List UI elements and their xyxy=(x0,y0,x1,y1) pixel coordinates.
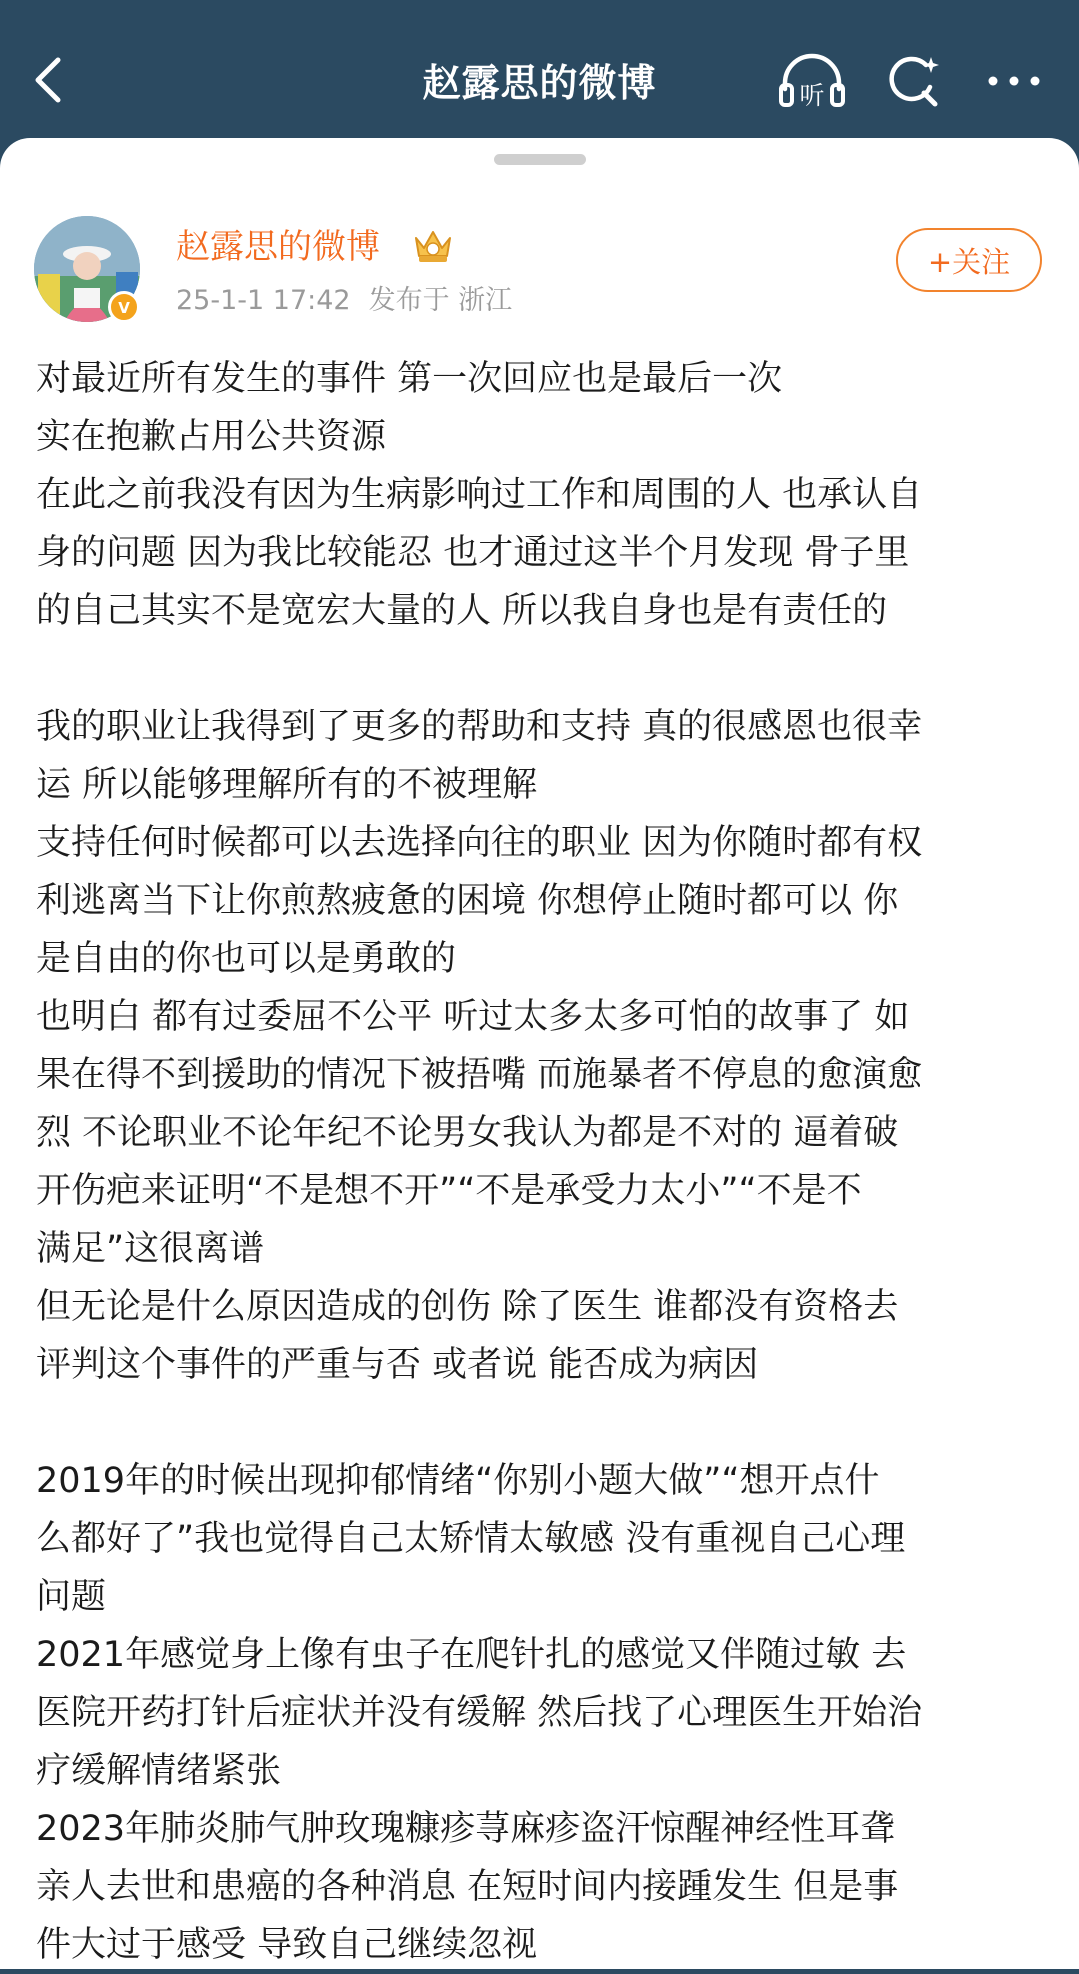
post-text-line: 亲人去世和患癌的各种消息 在短时间内接踵发生 但是事 xyxy=(36,1867,899,1907)
listen-button[interactable] xyxy=(776,48,848,114)
search-button[interactable] xyxy=(878,48,950,114)
post-text-line: 果在得不到援助的情况下被捂嘴 而施暴者不停息的愈演愈 xyxy=(36,1055,923,1095)
post-text-line: 开伤疤来证明“不是想不开”“不是承受力太小”“不是不 xyxy=(36,1171,862,1211)
post-sheet xyxy=(0,138,1079,1969)
post-text-line: 但无论是什么原因造成的创伤 除了医生 谁都没有资格去 xyxy=(36,1287,899,1327)
svg-text:听: 听 xyxy=(799,81,825,110)
post-paragraph-break xyxy=(36,640,1046,698)
post-text-line: 对最近所有发生的事件 第一次回应也是最后一次 xyxy=(36,359,783,399)
back-button[interactable] xyxy=(22,50,72,110)
post-text-line: 2023年肺炎肺气肿玫瑰糠疹荨麻疹盗汗惊醒神经性耳聋 xyxy=(36,1809,896,1849)
headphones-icon xyxy=(777,51,847,111)
post-text-line: 件大过于感受 导致自己继续忽视 xyxy=(36,1925,538,1965)
post-text-line: 是自由的你也可以是勇敢的 xyxy=(36,939,457,979)
post-text-line: 医院开药打针后症状并没有缓解 然后找了心理医生开始治 xyxy=(36,1693,923,1733)
page-title: 赵露思的微博 xyxy=(422,61,657,105)
post-text-line: 满足”这很离谱 xyxy=(36,1229,265,1269)
more-button[interactable] xyxy=(978,48,1050,114)
post-text-line: 2021年感觉身上像有虫子在爬针扎的感觉又伴随过敏 去 xyxy=(36,1635,907,1675)
vip-crown-icon xyxy=(410,226,456,266)
more-dots-icon xyxy=(986,73,1042,89)
post-timestamp: 25-1-1 17:42 xyxy=(176,285,351,316)
post-content xyxy=(36,350,1046,1974)
post-text-line: 么都好了”我也觉得自己太矫情太敏感 没有重视自己心理 xyxy=(36,1519,906,1559)
chevron-left-icon xyxy=(30,56,64,104)
post-text-line: 实在抱歉占用公共资源 xyxy=(36,417,387,457)
search-icon xyxy=(886,53,942,109)
post-text-line: 支持任何时候都可以去选择向往的职业 因为你随时都有权 xyxy=(36,823,923,863)
post-location: 发布于 浙江 xyxy=(368,285,513,316)
post-text-line: 问题 xyxy=(36,1577,107,1617)
top-nav-bar xyxy=(0,0,1079,160)
verified-badge-icon xyxy=(108,291,140,323)
post-text-line: 也明白 都有过委屈不公平 听过太多太多可怕的故事了 如 xyxy=(36,997,910,1037)
username[interactable]: 赵露思的微博 xyxy=(176,227,380,267)
follow-button[interactable]: +关注 xyxy=(896,228,1042,292)
post-text-line: 评判这个事件的严重与否 或者说 能否成为病因 xyxy=(36,1345,759,1385)
post-text-line: 身的问题 因为我比较能忍 也才通过这半个月发现 骨子里 xyxy=(36,533,910,573)
post-text-line: 运 所以能够理解所有的不被理解 xyxy=(36,765,538,805)
post-text-line: 2019年的时候出现抑郁情绪“你别小题大做”“想开点什 xyxy=(36,1461,880,1501)
post-text-line: 烈 不论职业不论年纪不论男女我认为都是不对的 逼着破 xyxy=(36,1113,899,1153)
drag-handle[interactable] xyxy=(494,154,586,165)
post-text-line: 疗缓解情绪紧张 xyxy=(36,1751,282,1791)
post-paragraph-break xyxy=(36,1394,1046,1452)
post-text-line: 的自己其实不是宽宏大量的人 所以我自身也是有责任的 xyxy=(36,591,888,631)
post-text-line: 我的职业让我得到了更多的帮助和支持 真的很感恩也很幸 xyxy=(36,707,923,747)
svg-text:V: V xyxy=(118,299,130,316)
post-text-line: 在此之前我没有因为生病影响过工作和周围的人 也承认自 xyxy=(36,475,923,515)
post-text-line: 利逃离当下让你煎熬疲惫的困境 你想停止随时都可以 你 xyxy=(36,881,899,921)
post-meta xyxy=(176,283,512,319)
